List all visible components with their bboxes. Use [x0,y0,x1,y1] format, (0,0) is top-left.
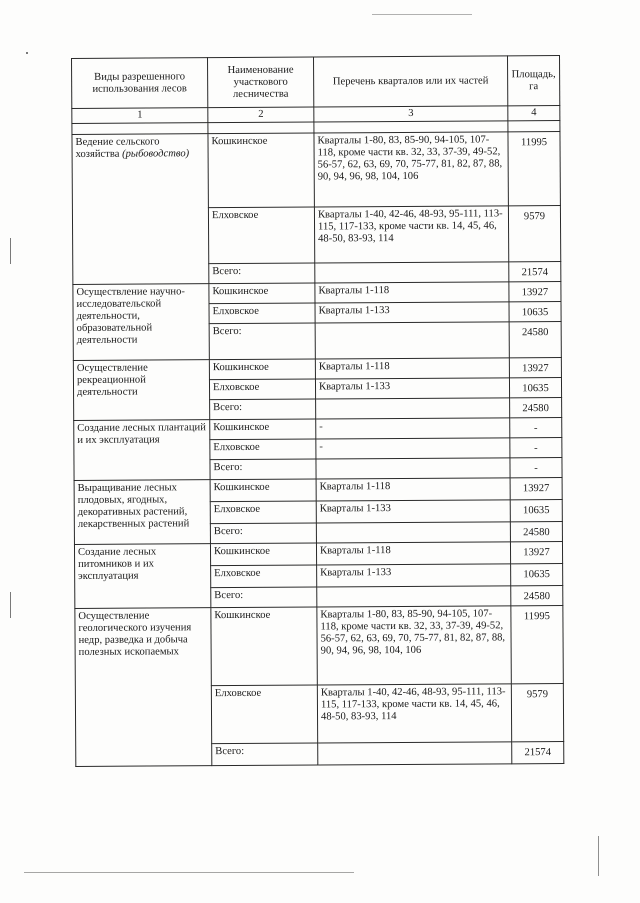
scan-line-bottom [24,872,354,873]
area-value: 11995 [511,606,563,684]
table-row [74,478,562,503]
forestry-name: Елховское [209,379,315,400]
area-value: 10635 [509,378,561,398]
quarters-list: - [316,438,510,459]
table-header-row [72,56,560,109]
quarters-list-empty [316,458,510,479]
area-value: - [510,418,562,438]
quarters-list: Кварталы 1-80, 83, 85-90, 94-105, 107-118, кроме части кв. 32, 33, 37-39, 49-52, 56-57, 62, 63, 69, 70, 75-77, 81, 82, 87, 88, 90, 94, 96, 98, 104, 106 [317,606,511,685]
table-row [75,606,563,687]
scan-tick-right [598,836,599,876]
quarters-list-empty [316,398,510,419]
quarters-list-empty [315,322,509,359]
quarters-list: Кварталы 1-118 [316,542,510,565]
quarters-list: Кварталы 1-133 [317,564,511,587]
total-label: Всего: [210,523,316,544]
quarters-list-empty [316,522,510,543]
quarters-list-empty [318,742,512,765]
table-row [72,132,560,209]
table-row [74,542,562,567]
use-type-agriculture: Ведение сельского хозяйства (рыбоводство) [72,134,209,285]
total-area: 24580 [511,586,563,606]
scan-speck-left [26,52,28,54]
total-area: 24580 [510,398,562,418]
total-label: Всего: [209,263,315,284]
forestry-name: Кошкинское [210,543,316,566]
total-area: 21574 [512,742,564,764]
forestry-name: Елховское [210,501,316,524]
forestry-name: Кошкинское [210,419,316,440]
forestry-name: Елховское [211,685,317,744]
header-forestry: Наименование участкового лесничества [208,57,314,108]
forestry-name: Елховское [211,565,317,588]
use-type-recreation: Осуществление рекреационной деятельности [73,360,209,421]
use-type-geology: Осуществление геологического изучения недр, разведка и добыча полезных ископаемых [75,608,212,767]
forestry-name: Кошкинское [209,283,315,304]
area-value: 10635 [511,564,563,586]
area-value: 10635 [509,302,561,322]
column-number: 3 [314,106,508,122]
total-label: Всего: [211,587,317,608]
forestry-name: Кошкинское [208,133,314,208]
quarters-list: Кварталы 1-40, 42-46, 48-93, 95-111, 113-115, 117-133, кроме части кв. 14, 45, 46, 48-50, 83-93, 114 [314,206,508,263]
header-area: Площадь, га [507,56,559,106]
area-value: 9579 [508,206,560,262]
forest-use-table [71,55,564,767]
column-number: 2 [208,107,314,123]
use-type-research: Осуществление научно-исследовательской деятельности, образовательной деятельности [73,284,209,361]
forestry-name: Елховское [208,207,314,264]
forestry-name: Кошкинское [209,359,315,380]
quarters-list: Кварталы 1-133 [316,500,510,523]
forestry-name: Кошкинское [211,607,317,686]
total-label: Всего: [209,323,315,360]
quarters-list: Кварталы 1-133 [315,378,509,399]
use-type-nurseries: Создание лесных питомников и их эксплуатация [74,544,210,609]
column-number: 4 [508,106,560,121]
scan-tick-left-2 [10,592,11,618]
area-value: 9579 [511,684,563,742]
quarters-list-empty [315,262,509,283]
total-area: 24580 [509,322,561,358]
header-quarters: Перечень кварталов или их частей [313,56,507,107]
quarters-list: - [316,418,510,439]
quarters-list: Кварталы 1-133 [315,302,509,323]
forestry-name: Кошкинское [210,479,316,502]
forestry-name: Елховское [210,439,316,460]
quarters-list: Кварталы 1-118 [316,478,510,501]
area-value: 10635 [510,500,562,522]
quarters-list-empty [317,586,511,607]
total-label: Всего: [212,743,318,766]
total-label: Всего: [210,459,316,480]
total-area: - [510,458,562,478]
header-use-type: Виды разрешенного использования лесов [72,58,208,109]
forestry-name: Елховское [209,303,315,324]
quarters-list: Кварталы 1-80, 83, 85-90, 94-105, 107-118, кроме части кв. 32, 33, 37-39, 49-52, 56-57, 62, 63, 69, 70, 75-77, 81, 82, 87, 88, 90, 94, 96, 98, 104, 106 [314,132,508,207]
use-type-cultivation: Выращивание лесных плодовых, ягодных, декоративных растений, лекарственных растений [74,480,210,545]
area-value: 13927 [510,478,562,500]
total-area: 21574 [509,262,561,282]
area-value: - [510,438,562,458]
quarters-list: Кварталы 1-118 [315,358,509,379]
scan-line-top [372,14,472,15]
total-area: 24580 [510,522,562,542]
column-number: 1 [72,108,208,124]
area-value: 13927 [509,358,561,378]
total-label: Всего: [210,399,316,420]
area-value: 11995 [508,132,560,206]
area-value: 13927 [510,542,562,564]
use-type-plantations: Создание лесных плантаций и их эксплуатация [74,420,210,481]
area-value: 13927 [509,282,561,302]
quarters-list: Кварталы 1-40, 42-46, 48-93, 95-111, 113-115, 117-133, кроме части кв. 14, 45, 46, 48-50, 83-93, 114 [317,684,511,743]
scan-tick-left-1 [10,238,11,264]
quarters-list: Кварталы 1-118 [315,282,509,303]
